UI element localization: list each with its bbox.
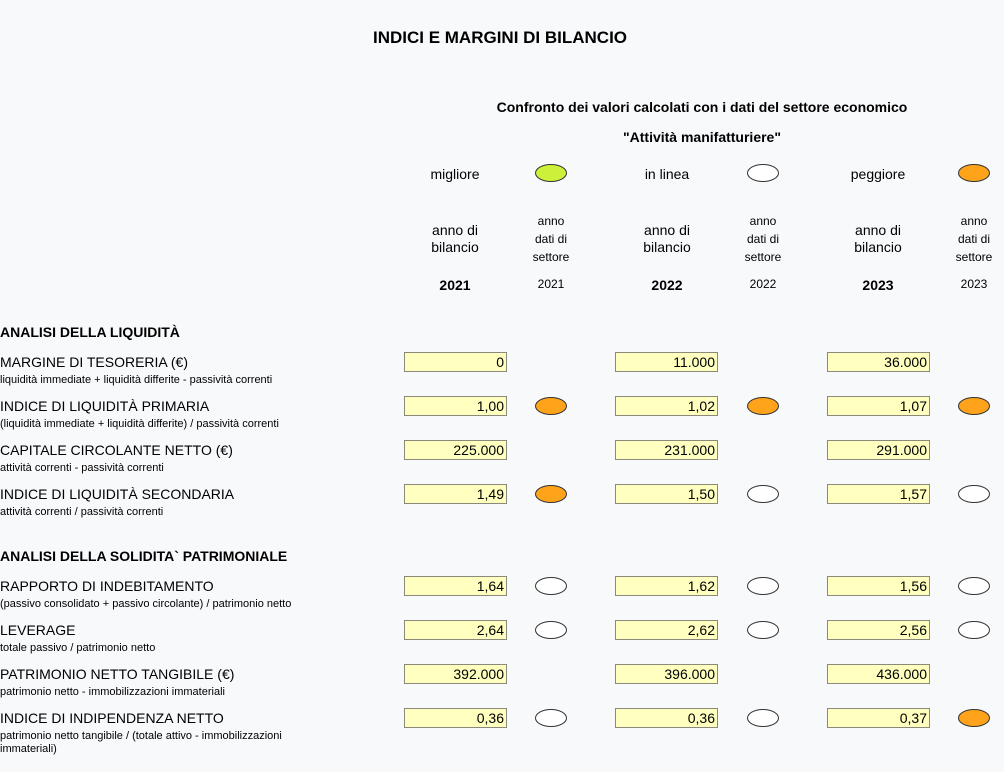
indicator-value: 1,57 [827, 484, 930, 504]
legend-same-indicator [747, 164, 779, 182]
indicator-name: PATRIMONIO NETTO TANGIBILE (€) [0, 666, 235, 682]
indicator-formula: (liquidità immediate + liquidità differite) / passività correnti [0, 418, 279, 430]
section-title: ANALISI DELLA SOLIDITA` PATRIMONIALE [0, 548, 288, 564]
indicator-value: 1,49 [404, 484, 507, 504]
indicator-name: RAPPORTO DI INDEBITAMENTO [0, 578, 214, 594]
column-header-label: anno [537, 214, 565, 228]
legend-better-label: migliore [430, 166, 480, 182]
indicator-formula: patrimonio netto tangibile / (totale attivo - immobilizzazioni immateriali) [0, 730, 282, 755]
indicator-value: 1,62 [615, 576, 718, 596]
sector-comparison-indicator-worse [958, 397, 990, 415]
column-year: 2022 [749, 277, 777, 291]
sector-comparison-indicator-same [747, 485, 779, 503]
indicator-value: 1,50 [615, 484, 718, 504]
page-title: INDICI E MARGINI DI BILANCIO [372, 28, 628, 47]
column-year: 2021 [537, 277, 565, 291]
column-header-label: settore [744, 250, 782, 264]
indicator-value: 2,62 [615, 620, 718, 640]
indicator-value: 2,64 [404, 620, 507, 640]
sector-comparison-indicator-worse [747, 397, 779, 415]
column-header-label: anno di [432, 222, 478, 238]
indicator-value: 436.000 [827, 664, 930, 684]
column-header-label: anno di [644, 222, 690, 238]
indicator-value: 396.000 [615, 664, 718, 684]
indicator-formula: (passivo consolidato + passivo circolante) / patrimonio netto [0, 598, 292, 610]
indicator-value: 2,56 [827, 620, 930, 640]
indicator-value: 1,00 [404, 396, 507, 416]
column-header-label: anno [749, 214, 777, 228]
indicator-value: 0,36 [615, 708, 718, 728]
indicator-value: 1,64 [404, 576, 507, 596]
indicator-name: LEVERAGE [0, 622, 76, 638]
indicator-value: 231.000 [615, 440, 718, 460]
indicator-formula: attività correnti - passività correnti [0, 462, 164, 474]
sector-comparison-indicator-worse [535, 397, 567, 415]
sector-comparison-indicator-same [747, 577, 779, 595]
sector-comparison-indicator-same [535, 621, 567, 639]
column-header-label: bilancio [643, 239, 691, 255]
legend-same-label: in linea [644, 166, 690, 182]
indicator-value: 1,56 [827, 576, 930, 596]
indicator-value: 1,02 [615, 396, 718, 416]
column-header-label: dati di [534, 232, 568, 246]
column-year: 2022 [651, 277, 683, 293]
indicator-formula: patrimonio netto - immobilizzazioni immateriali [0, 686, 225, 698]
indicator-name: INDICE DI LIQUIDITÀ PRIMARIA [0, 398, 210, 414]
sector-comparison-indicator-same [535, 709, 567, 727]
column-header-label: bilancio [854, 239, 902, 255]
sector-comparison-indicator-same [747, 621, 779, 639]
indicator-formula: totale passivo / patrimonio netto [0, 642, 156, 654]
column-year: 2021 [439, 277, 471, 293]
column-year: 2023 [862, 277, 894, 293]
indicator-value: 291.000 [827, 440, 930, 460]
column-year: 2023 [960, 277, 988, 291]
sector-comparison-indicator-same [958, 621, 990, 639]
comparison-title: Confronto dei valori calcolati con i dati del settore economico [496, 99, 908, 115]
sector-comparison-indicator-same [535, 577, 567, 595]
legend-worse-label: peggiore [850, 166, 906, 182]
sector-comparison-indicator-same [958, 485, 990, 503]
indicator-value: 0,36 [404, 708, 507, 728]
column-header-label: bilancio [431, 239, 479, 255]
sector-comparison-indicator-worse [958, 709, 990, 727]
sector-comparison-indicator-worse [535, 485, 567, 503]
sector-comparison-indicator-same [958, 577, 990, 595]
indicator-value: 225.000 [404, 440, 507, 460]
sector-name: "Attività manifatturiere" [623, 129, 781, 145]
indicator-name: CAPITALE CIRCOLANTE NETTO (€) [0, 442, 233, 458]
indicator-value: 0 [404, 352, 507, 372]
column-header-label: dati di [957, 232, 991, 246]
column-header-label: settore [955, 250, 993, 264]
column-header-label: settore [532, 250, 570, 264]
indicator-value: 1,07 [827, 396, 930, 416]
indicator-name: INDICE DI INDIPENDENZA NETTO [0, 710, 224, 726]
indicator-name: MARGINE DI TESORERIA (€) [0, 354, 188, 370]
indicator-formula: attività correnti / passività correnti [0, 506, 164, 518]
column-header-label: dati di [746, 232, 780, 246]
section-title: ANALISI DELLA LIQUIDITÀ [0, 324, 180, 340]
indicator-value: 0,37 [827, 708, 930, 728]
sector-comparison-indicator-same [747, 709, 779, 727]
indicator-name: INDICE DI LIQUIDITÀ SECONDARIA [0, 486, 235, 502]
indicator-value: 11.000 [615, 352, 718, 372]
legend-better-indicator [535, 164, 567, 182]
column-header-label: anno di [855, 222, 901, 238]
indicator-value: 392.000 [404, 664, 507, 684]
indicator-value: 36.000 [827, 352, 930, 372]
indicator-formula: liquidità immediate + liquidità differite - passività correnti [0, 374, 273, 386]
column-header-label: anno [960, 214, 988, 228]
legend-worse-indicator [958, 164, 990, 182]
